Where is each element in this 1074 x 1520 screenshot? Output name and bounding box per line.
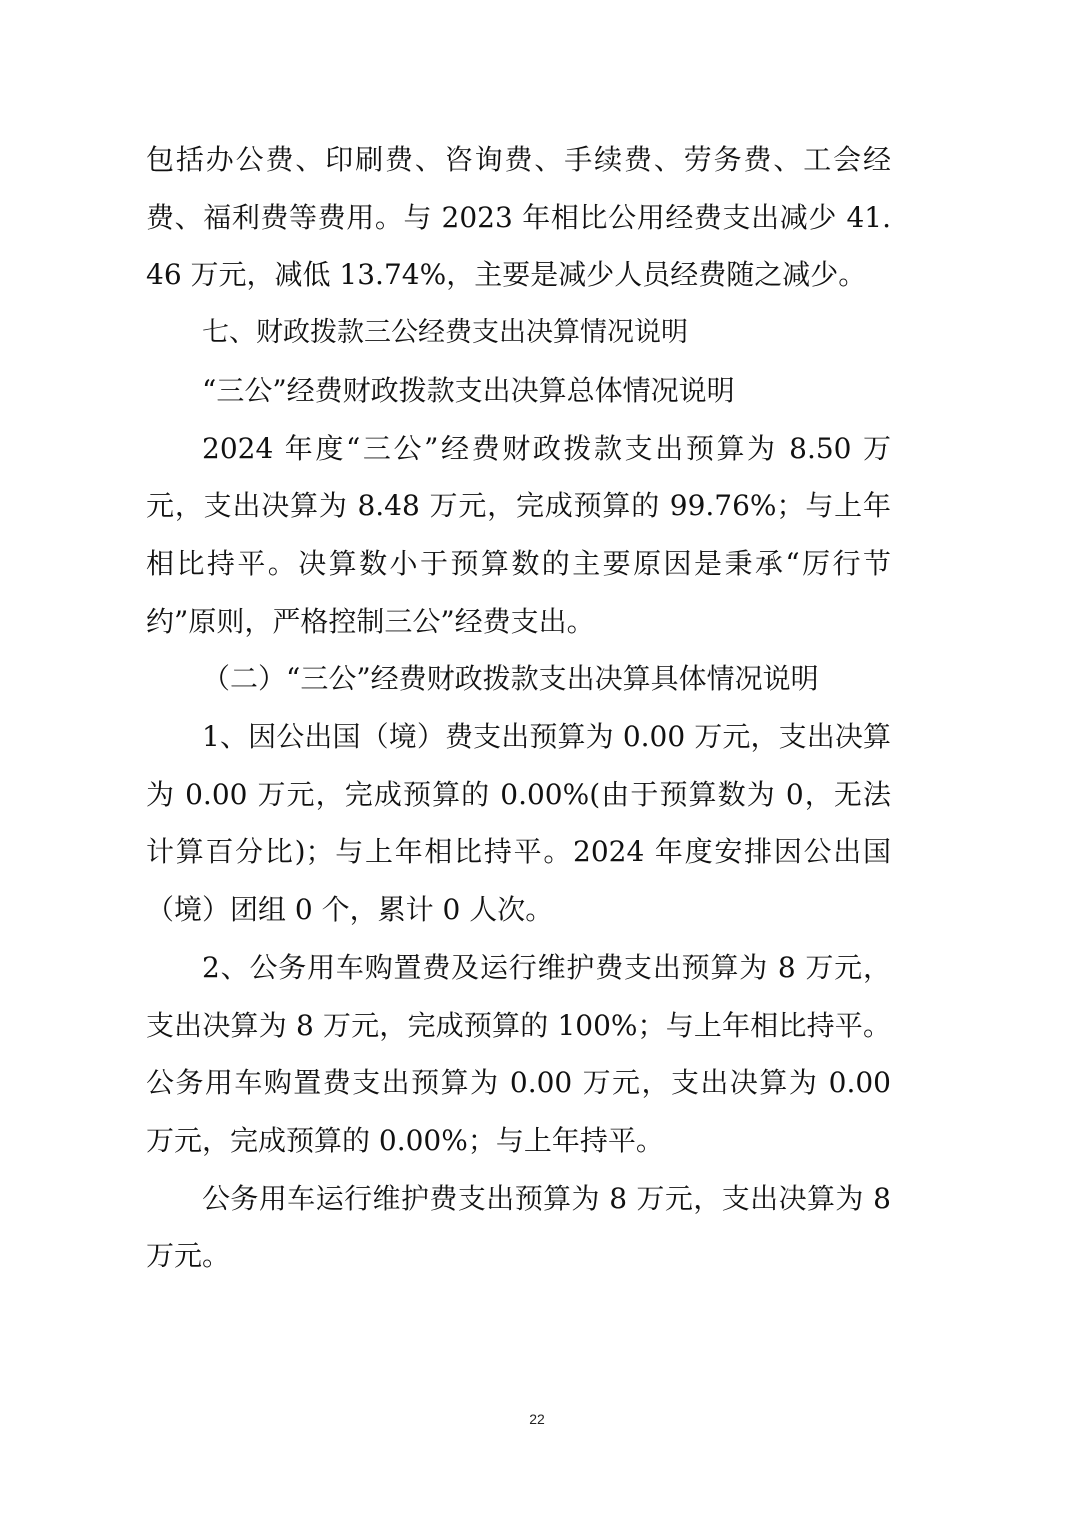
page-number: 22 — [529, 1411, 545, 1427]
subheading-specific-explanation: （二）“三公”经费财政拨款支出决算具体情况说明 — [202, 662, 819, 696]
paragraph-2024-overall-budget: 2024 年度“三公”经费财政拨款支出预算为 8.50 万元，支出决算为 8.48 万元，完成预算的 99.76%；与上年相比持平。决算数小于预算数的主要原因是秉承“厉行节约”原则，严格控制三公”经费支出。 — [146, 431, 891, 638]
subheading-overall-explanation: “三公”经费财政拨款支出决算总体情况说明 — [202, 373, 735, 407]
section-heading-three-public-expenses: 七、财政拨款三公经费支出决算情况说明 — [202, 317, 688, 349]
paragraph-public-funds-continuation: 包括办公费、印刷费、咨询费、手续费、劳务费、工会经费、福利费等费用。与 2023 年相比公用经费支出减少 41.46 万元，减低 13.74%，主要是减少人员经费随之减少。 — [146, 143, 891, 292]
paragraph-overseas-travel: 1、因公出国（境）费支出预算为 0.00 万元，支出决算为 0.00 万元，完成预算的 0.00%(由于预算数为 0，无法计算百分比)；与上年相比持平。2024 年度安排因公出国（境）团组 0 个，累计 0 人次。 — [146, 720, 891, 927]
paragraph-official-vehicles: 2、公务用车购置费及运行维护费支出预算为 8 万元，支出决算为 8 万元，完成预算的 100%；与上年相比持平。公务用车购置费支出预算为 0.00 万元，支出决算为 0.00 万元，完成预算的 0.00%；与上年持平。 — [146, 950, 891, 1157]
document-body — [146, 131, 891, 1285]
paragraph-vehicle-maintenance: 公务用车运行维护费支出预算为 8 万元，支出决算为 8 万元。 — [146, 1181, 891, 1273]
